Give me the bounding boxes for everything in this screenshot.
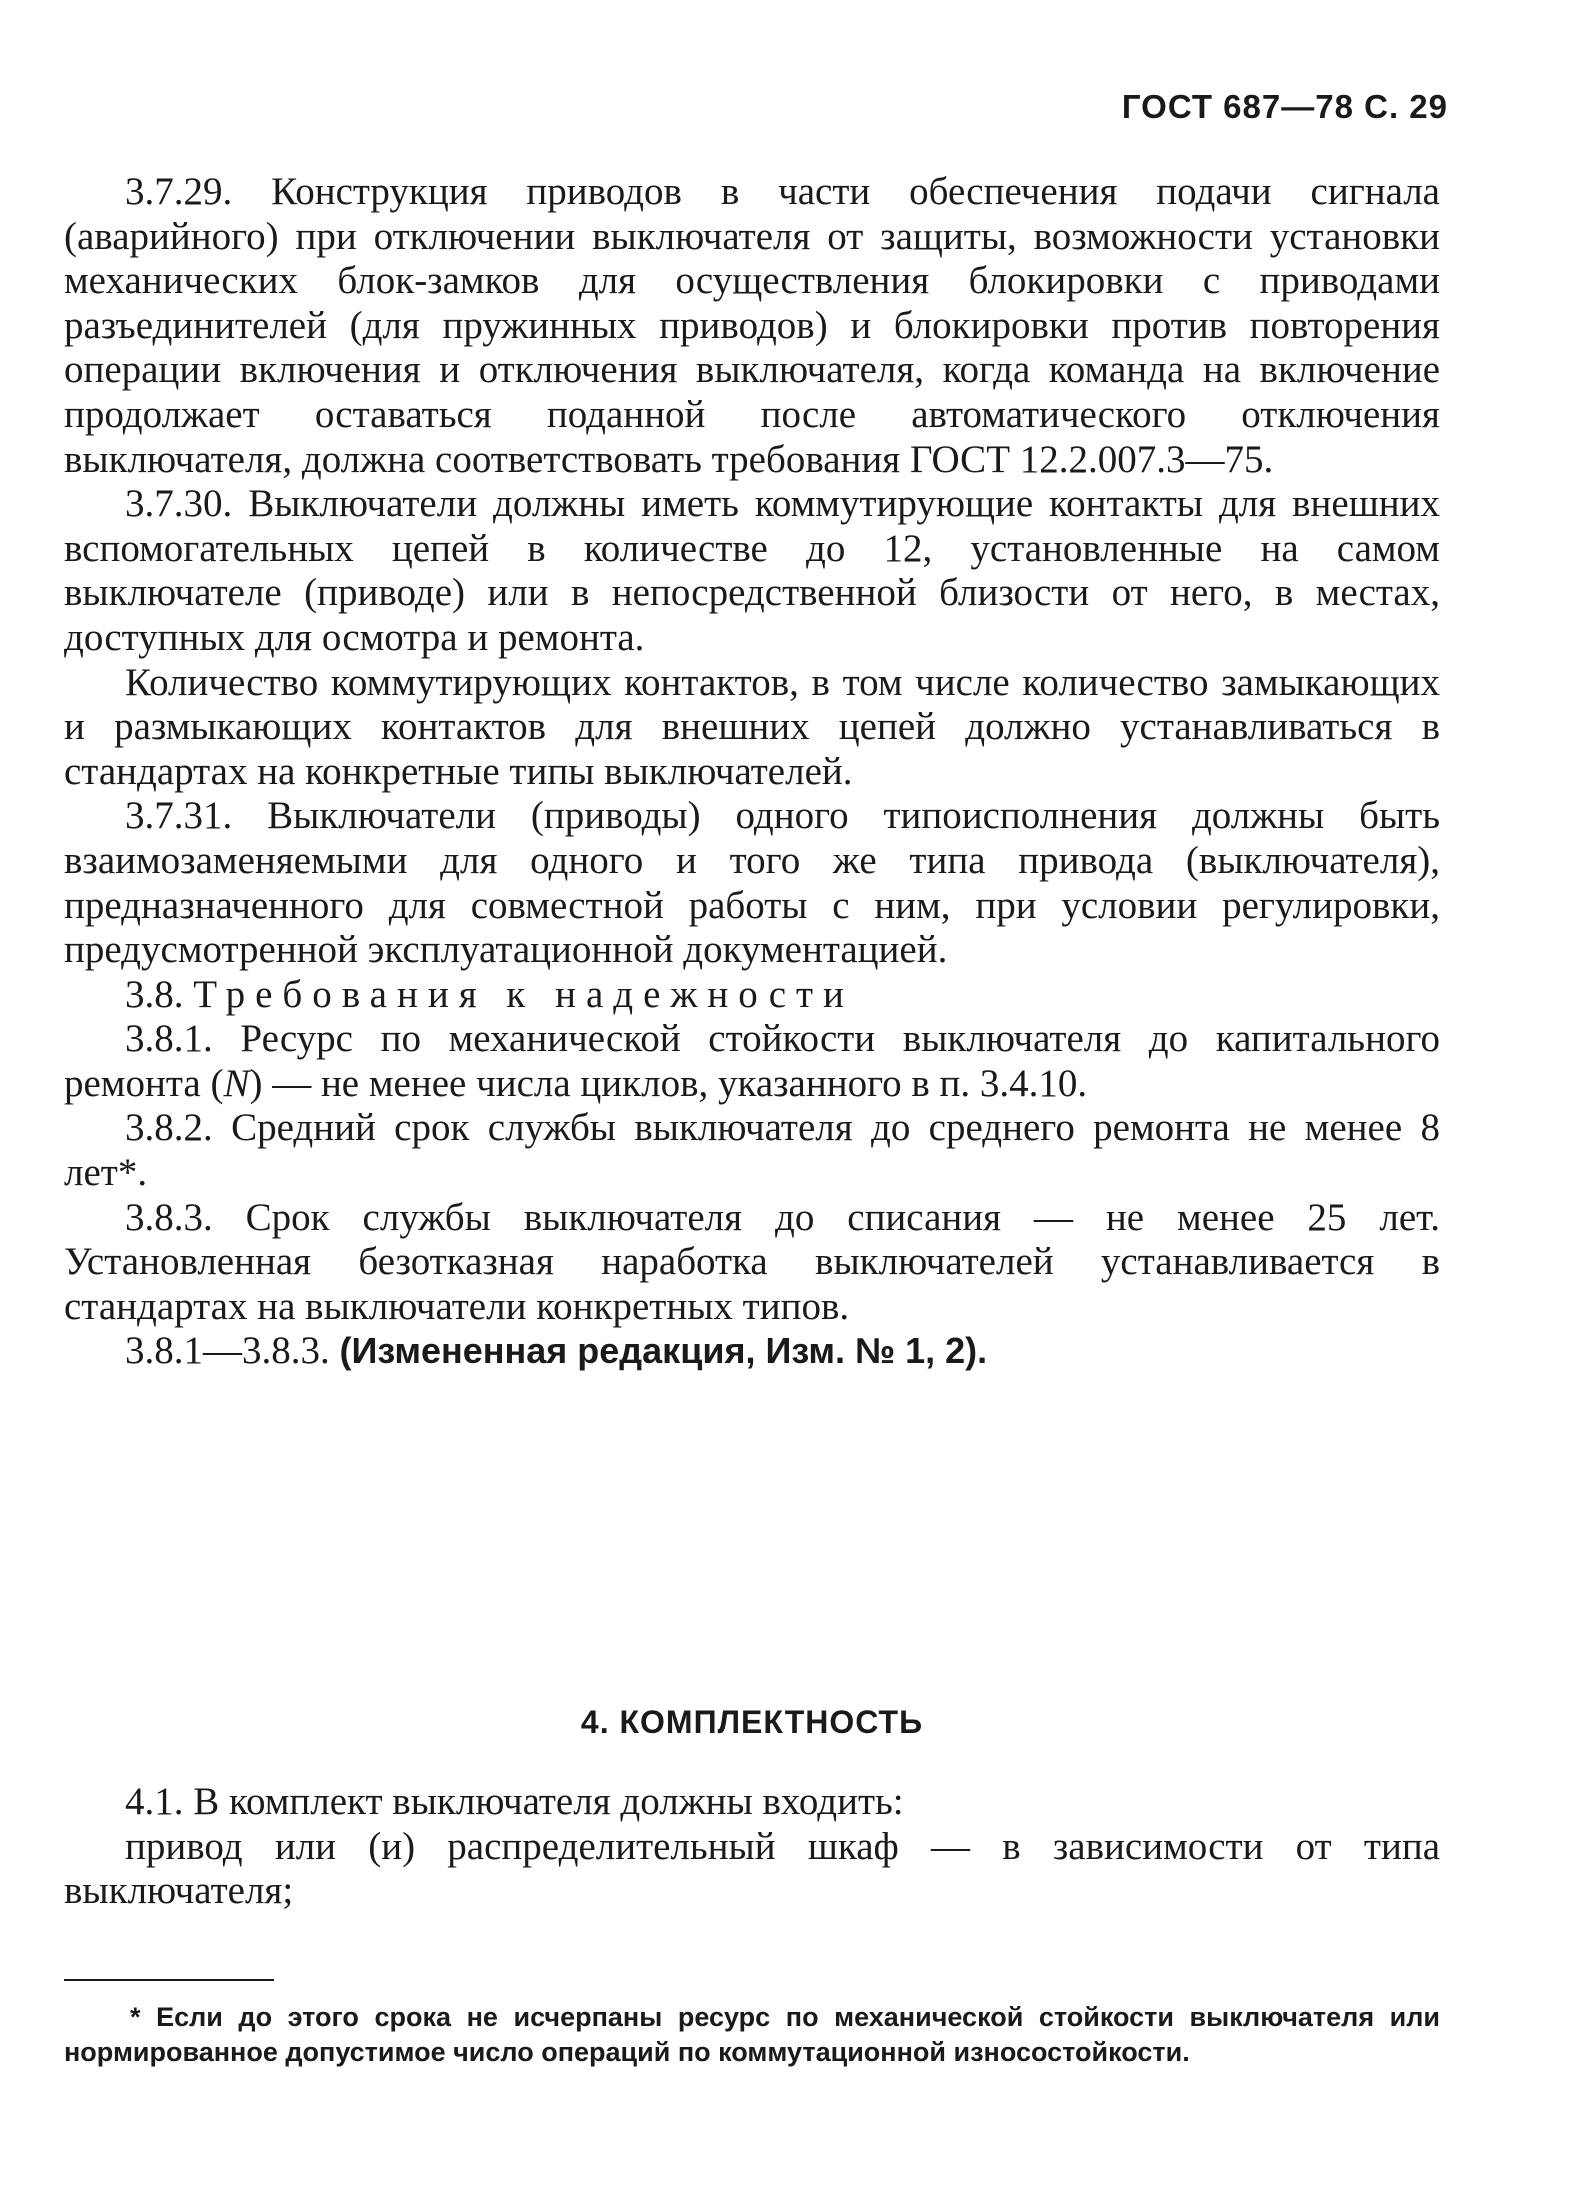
footnote xyxy=(64,2000,1440,2070)
running-head: ГОСТ 687—78 С. 29 xyxy=(1121,88,1448,125)
paragraph-3-8-3: 3.8.3. Срок службы выключателя до списания — не менее 25 лет. Установленная безотказная наработка выключателей устанавливается в стандартах на выключатели конкретных типов. xyxy=(64,1195,1440,1328)
paragraph-3-7-30: 3.7.30. Выключатели должны иметь коммутирующие контакты для внешних вспомогательных цепей в количестве до 12, установленные на самом выключателе (приводе) или в непосредственной близости от него, в местах, доступных для осмотра и ремонта. xyxy=(64,482,1440,659)
amendment-range: 3.8.1—3.8.3. xyxy=(125,1329,330,1373)
subsection-3-8-number: 3.8. xyxy=(125,972,184,1016)
paragraph-drive-cabinet: привод или (и) распределительный шкаф — в зависимости от типа выключателя; xyxy=(64,1824,1440,1913)
subsection-3-8-heading xyxy=(64,973,1440,1018)
footnote-text: * Если до этого срока не исчерпаны ресурс по механической стойкости выключателя или нормированное допустимое число операций по коммутационной износостойкости. xyxy=(64,2002,1440,2067)
section-4-heading: 4. КОМПЛЕКТНОСТЬ xyxy=(580,1704,924,1740)
paragraph-3-7-29: 3.7.29. Конструкция приводов в части обеспечения подачи сигнала (аварийного) при отключении выключателя от защиты, возможности установки механических блок-замков для осуществления блокировки с приводами разъединителей (для пружинных приводов) и блокировки против повторения операции включения и отключения выключателя, когда команда на включение продолжает оставаться поданной после автоматического отключения выключателя, должна соответствовать требования ГОСТ 12.2.007.3—75. xyxy=(64,170,1440,481)
paragraph-3-8-1-end: ) — не менее числа циклов, указанного в п. 3.4.10. xyxy=(249,1061,1088,1105)
paragraph-3-7-31: 3.7.31. Выключатели (приводы) одного типоисполнения должны быть взаимозаменяемыми для одного и того же типа привода (выключателя), предназначенного для совместной работы с ним, при условии регулировки, предусмотренной эксплуатационной документацией. xyxy=(64,794,1440,972)
footnote-divider xyxy=(64,1979,274,1981)
paragraph-3-8-1-start: 3.8.1. Ресурс по механической стойкости выключателя до капитального ремонта ( xyxy=(64,1017,1440,1105)
paragraph-4-1: 4.1. В комплект выключателя должны входить: xyxy=(125,1780,904,1823)
amendment-text: (Измененная редакция, Изм. № 1, 2). xyxy=(339,1330,988,1372)
paragraph-contacts-count: Количество коммутирующих контактов, в том числе количество замыкающих и размыкающих контактов для внешних цепей должно устанавливаться в стандартах на конкретные типы выключателей. xyxy=(64,660,1440,793)
paragraph-3-8-2: 3.8.2. Средний срок службы выключателя до среднего ремонта не менее 8 лет*. xyxy=(64,1106,1440,1195)
symbol-n: N xyxy=(223,1061,250,1105)
paragraph-3-8-1 xyxy=(64,1017,1440,1106)
subsection-3-8-title: Требования к надежности xyxy=(193,972,854,1016)
amendment-note xyxy=(64,1329,1440,1374)
main-text-block xyxy=(64,170,1440,1374)
section-4-text-block xyxy=(64,1780,1440,1914)
